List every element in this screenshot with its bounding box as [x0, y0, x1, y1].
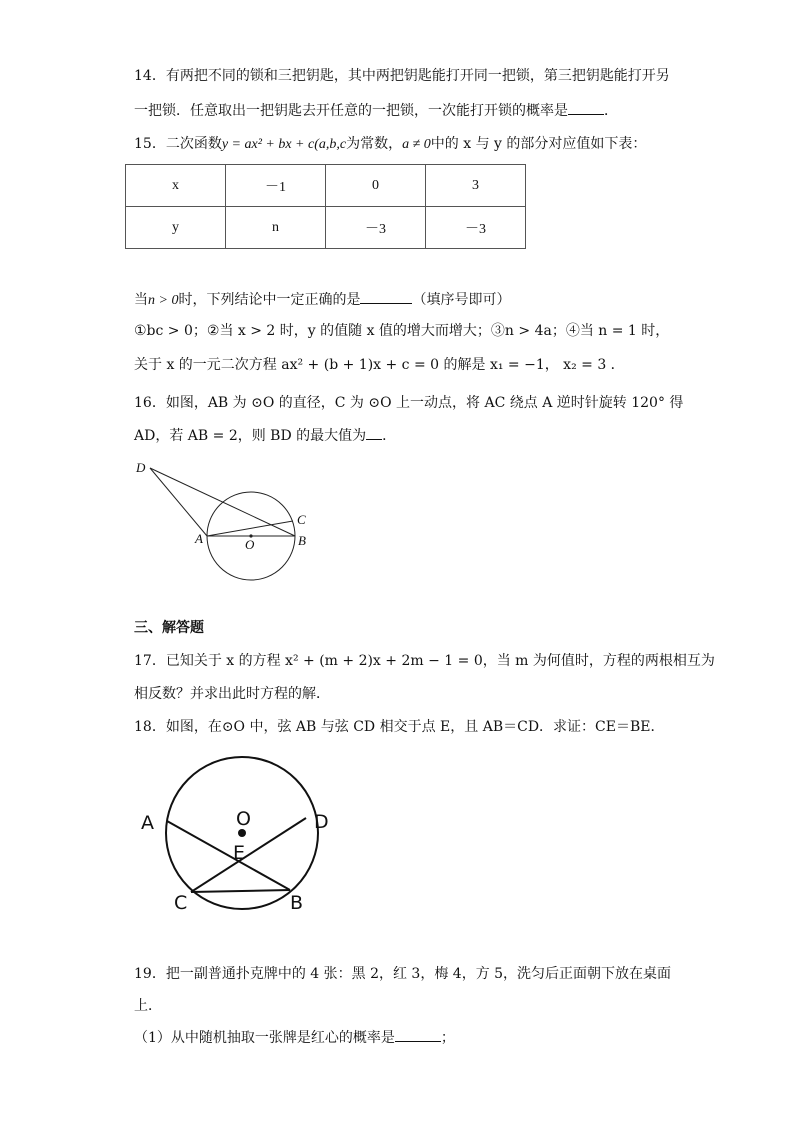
q16-line2-end: ． — [382, 428, 397, 444]
table-cell: n — [226, 207, 326, 249]
q16-label-b: B — [298, 533, 306, 548]
q18-center-dot — [238, 829, 246, 837]
q14-line1: 14．有两把不同的锁和三把钥匙，其中两把钥匙能打开同一把锁，第三把钥匙能打开另 — [134, 68, 670, 84]
q15-formula: y = ax² + bx + c(a,b,c — [221, 137, 347, 152]
q15-intro: 15．二次函数 — [134, 136, 222, 152]
q15-line1 — [134, 134, 646, 155]
q14-answer-blank — [568, 100, 604, 115]
q16-label-d: D — [136, 460, 146, 475]
table-cell: －3 — [326, 207, 426, 249]
q16-line1: 16．如图，AB 为 ⊙O 的直径，C 为 ⊙O 上一动点，将 AC 绕点 A 逆时针旋转 120° 得 — [134, 395, 684, 411]
q18-label-e: E — [233, 842, 246, 864]
q15-condition: a ≠ 0 — [402, 137, 431, 152]
table-cell: x — [126, 165, 226, 207]
q16-figure — [130, 455, 330, 585]
q16-answer-blank — [366, 425, 382, 440]
q15-options-2: 关于 x 的一元二次方程 ax² + (b + 1)x + c = 0 的解是 x₁ = −1， x₂ = 3 ． — [134, 357, 625, 373]
q15-answer-blank — [360, 289, 412, 304]
q15-prompt — [134, 289, 510, 311]
q15-value-table — [125, 164, 526, 249]
q14-line2 — [134, 100, 618, 121]
table-cell: －1 — [226, 165, 326, 207]
q15-prompt-text: 时，下列结论中一定正确的是 — [178, 292, 361, 308]
q18-label-o: O — [236, 808, 251, 830]
q15-options: ①bc > 0；②当 x > 2 时，y 的值随 x 值的增大而增大；③n > 4a；④当 n = 1 时， — [134, 323, 670, 339]
q16-line2-text: AD，若 AB = 2，则 BD 的最大值为 — [134, 428, 367, 444]
q18-figure — [130, 755, 350, 920]
table-cell: 3 — [426, 165, 526, 207]
q18-label-b: B — [290, 892, 304, 914]
q15-mid: 为常数， — [346, 136, 403, 152]
q17-line2: 相反数？并求出此时方程的解． — [134, 686, 330, 702]
table-cell: 0 — [326, 165, 426, 207]
q19-line2: 上． — [134, 998, 162, 1014]
q15-prompt-end: （填序号即可） — [412, 292, 511, 308]
q14-line2-text: 一把锁．任意取出一把钥匙去开任意的一把锁，一次能打开锁的概率是 — [134, 103, 568, 119]
q15-prompt-pre: 当 — [134, 292, 148, 308]
table-cell: y — [126, 207, 226, 249]
q18-label-a: A — [141, 812, 154, 834]
q18-label-d: D — [314, 811, 329, 833]
q19-answer-blank — [395, 1027, 441, 1042]
section-heading: 三、解答题 — [134, 620, 204, 636]
q16-segment-db — [150, 468, 295, 536]
q15-prompt-cond: n > 0 — [148, 293, 179, 308]
q16-label-o: O — [245, 537, 255, 552]
q18-segment-cb — [191, 890, 290, 892]
q16-label-a: A — [195, 531, 203, 546]
q18-label-c: C — [174, 892, 188, 914]
q16-line2 — [134, 425, 396, 446]
table-row — [126, 165, 526, 207]
q19-sub1-text: （1）从中随机抽取一张牌是红心的概率是 — [134, 1030, 395, 1046]
q19-line1: 19．把一副普通扑克牌中的 4 张：黑 2，红 3，梅 4，方 5，洗匀后正面朝下放在桌面 — [134, 966, 672, 982]
q14-line2-end: ． — [604, 103, 618, 119]
table-row — [126, 207, 526, 249]
q15-line1-end: 中的 x 与 y 的部分对应值如下表： — [430, 136, 647, 152]
q16-segment-ad — [150, 468, 207, 536]
q18-chord-ab — [167, 821, 290, 890]
q17-line1: 17．已知关于 x 的方程 x² + (m + 2)x + 2m − 1 = 0，当 m 为何值时，方程的两根相互为 — [134, 653, 715, 669]
q19-sub1-end: ； — [440, 1030, 455, 1046]
q18-line1: 18．如图，在⊙O 中，弦 AB 与弦 CD 相交于点 E，且 AB＝CD．求证：CE＝BE． — [134, 719, 665, 735]
q16-label-c: C — [297, 512, 306, 527]
q19-sub1 — [134, 1027, 455, 1048]
table-cell: －3 — [426, 207, 526, 249]
